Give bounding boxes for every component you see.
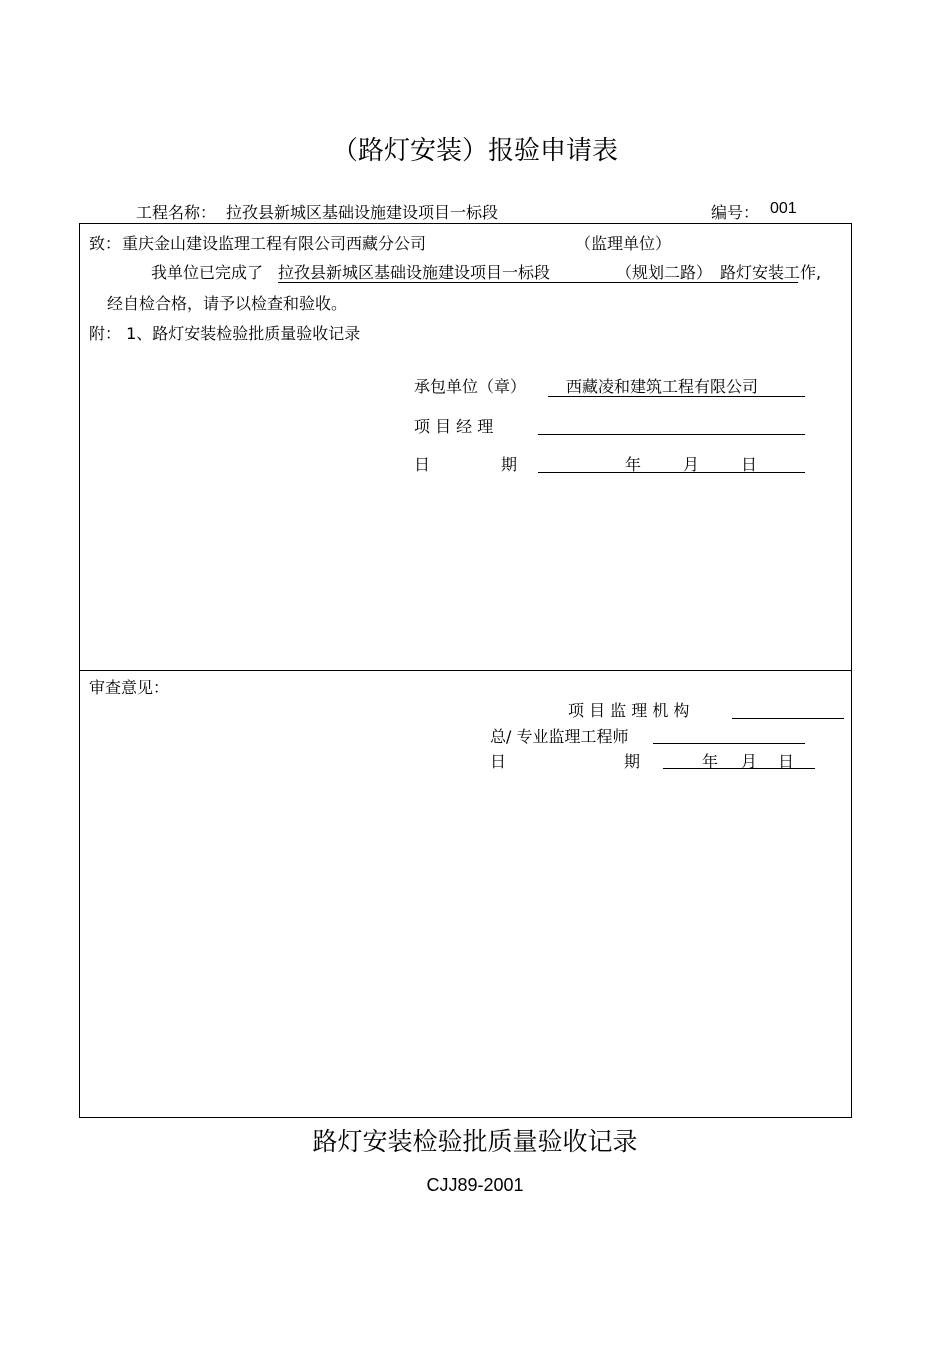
supervision-org-underline [732,718,844,719]
supervision-org-label: 项 目 监 理 机 构 [568,701,690,720]
review-date-month: 月 [741,752,758,771]
date-label-period-char: 期 [501,455,518,474]
project-name-value: 拉孜县新城区基础设施建设项目一标段 [226,203,499,222]
review-date-period-char: 期 [624,752,641,771]
supervision-unit-name: 重庆金山建设监理工程有限公司西藏分公司 [122,234,427,253]
body-suffix: 路灯安装工作, [720,263,822,282]
contractor-value: 西藏凌和建筑工程有限公司 [566,377,759,396]
number-value: 001 [770,200,797,217]
body-underline [278,282,798,283]
review-date-day: 日 [778,752,795,771]
body-line-2: 经自检合格，请予以检查和验收。 [107,294,348,313]
review-date-year: 年 [702,752,719,771]
date-day: 日 [741,455,758,474]
manager-label: 项 目 经 理 [414,417,494,436]
attachment-line: 附： 1、路灯安装检验批质量验收记录 [89,324,361,343]
review-date-underline [663,768,815,769]
date-underline [538,472,805,473]
date-month: 月 [683,455,700,474]
record-title: 路灯安装检验批质量验收记录 [312,1127,638,1156]
to-prefix: 致： [89,234,122,253]
date-year: 年 [625,455,642,474]
review-date-day-char: 日 [490,752,507,771]
body-prefix: 我单位已完成了 [151,263,264,282]
manager-underline [538,434,805,435]
body-road: （规划二路） [616,263,713,282]
contractor-underline [548,396,805,397]
supervision-unit-role: （监理单位） [575,234,672,253]
page-title: （路灯安装）报验申请表 [331,136,618,166]
standard-code: CJJ89-2001 [426,1175,524,1195]
supervising-engineer-label: 总/ 专业监理工程师 [490,727,629,746]
supervising-engineer-underline [653,743,805,744]
number-label: 编号： [711,203,760,222]
application-form [79,223,852,1118]
section-divider [80,670,851,671]
body-project: 拉孜县新城区基础设施建设项目一标段 [278,263,551,282]
review-label: 审查意见： [89,678,170,697]
project-name-label: 工程名称： [136,203,217,222]
contractor-label: 承包单位（章） [414,377,527,396]
date-label-day-char: 日 [414,455,431,474]
